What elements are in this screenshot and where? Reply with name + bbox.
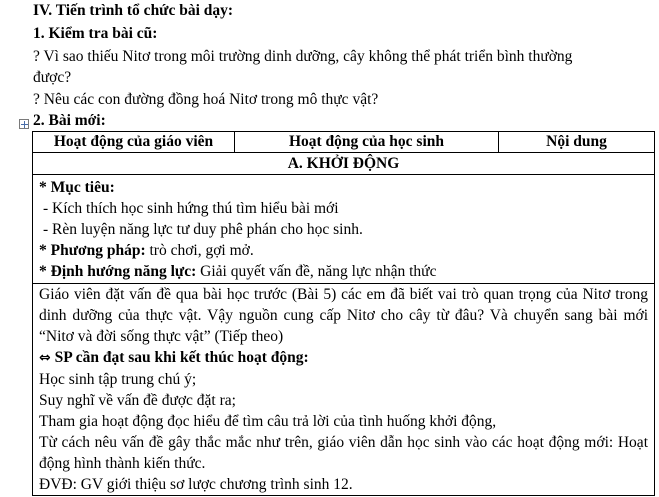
competency-label: * Định hướng năng lực: <box>39 263 197 280</box>
section-heading: A. KHỞI ĐỘNG <box>33 153 655 175</box>
method-value: trò chơi, gợi mở. <box>145 242 254 259</box>
competency-value: Giải quyết vấn đề, năng lực nhận thức <box>196 263 437 280</box>
method-label: * Phương pháp: <box>39 242 146 259</box>
content-cell <box>33 284 655 496</box>
outcome-item: Suy nghĩ về vấn đề được đặt ra; <box>39 392 236 409</box>
objective-label: * Mục tiêu: <box>39 179 115 196</box>
objective-item: - Rèn luyện năng lực tư duy phê phán cho học sinh. <box>43 221 363 238</box>
double-arrow-icon: ⇔ <box>39 350 51 366</box>
goals-row <box>33 175 655 284</box>
table-move-handle-icon[interactable] <box>19 119 29 129</box>
goals-cell <box>33 175 655 284</box>
outcome-item: Tham gia hoạt động đọc hiểu để tìm câu trả lời của tình huống khởi động, <box>39 413 497 430</box>
outcome-item: Học sinh tập trung chú ý; <box>39 371 197 388</box>
new-lesson-title: 2. Bài mới: <box>33 112 106 129</box>
outcome-heading: SP cần đạt sau khi kết thúc hoạt động: <box>50 349 309 366</box>
transition-paragraph: Từ cách nêu vấn đề gây thắc mắc như trên, giáo viên dẫn học sinh vào các hoạt động mới: Hoạt động hình thành kiến thức. <box>39 434 648 472</box>
table-header-row <box>33 132 655 153</box>
objective-item: - Kích thích học sinh hứng thú tìm hiểu bài mới <box>43 200 339 217</box>
intro-paragraph: Giáo viên đặt vấn đề qua bài học trước (Bài 5) các em đã biết vai trò quan trọng của Nitơ trong dinh dưỡng của thực vật. Vậy nguồn cung cấp Nitơ cho cây từ đâu? Và chuyển sang bài mới “Nitơ và đời sống thực vật” (Tiếp theo) <box>39 286 648 345</box>
question-1-line-2: được? <box>33 69 72 86</box>
section-title: IV. Tiến trình tổ chức bài dạy: <box>33 2 234 19</box>
content-row <box>33 284 655 496</box>
section-heading-row <box>33 153 655 175</box>
lesson-table <box>32 131 655 496</box>
column-header-content: Nội dung <box>499 132 655 153</box>
column-header-student: Hoạt động của học sinh <box>235 132 499 153</box>
note-line: ĐVĐ: GV giới thiệu sơ lược chương trình sinh 12. <box>39 476 353 493</box>
question-1-line-1: ? Vì sao thiếu Nitơ trong môi trường dinh dưỡng, cây không thể phát triển bình thường <box>33 48 573 65</box>
check-title: 1. Kiểm tra bài cũ: <box>33 25 158 42</box>
column-header-teacher: Hoạt động của giáo viên <box>33 132 235 153</box>
question-2: ? Nêu các con đường đồng hoá Nitơ trong mô thực vật? <box>33 91 379 108</box>
